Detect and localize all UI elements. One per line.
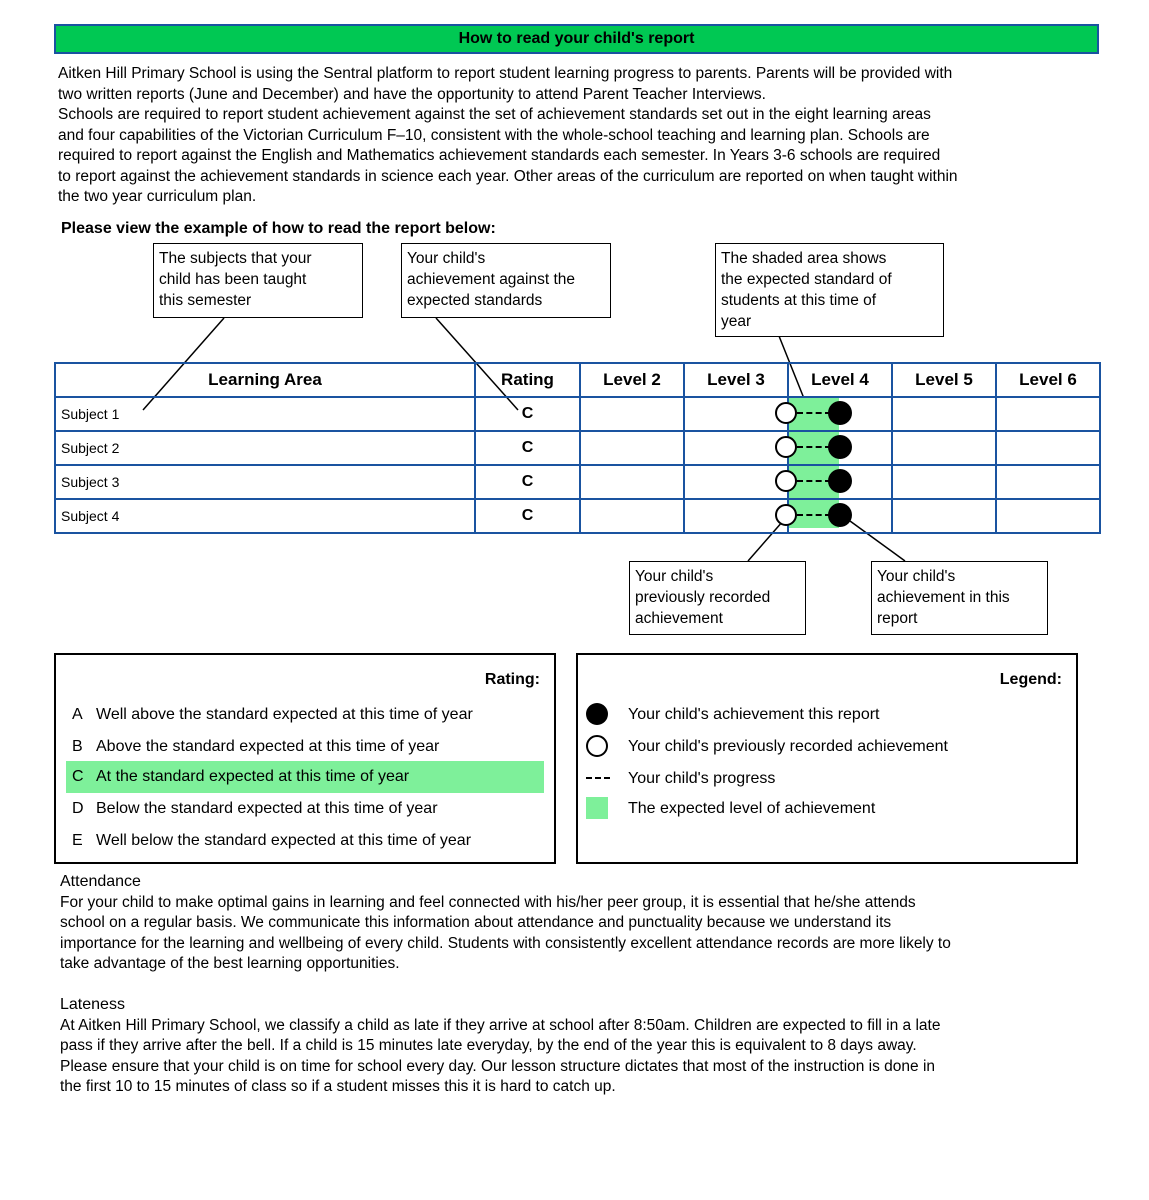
legend-text: Your child's progress: [628, 770, 776, 787]
callout-line: year: [721, 313, 752, 330]
level-cell: [892, 431, 996, 465]
rating-letter: C: [72, 768, 84, 785]
legend-item: [586, 793, 875, 825]
header-rating: Rating: [475, 363, 580, 397]
rating-item-c: [66, 761, 544, 793]
intro-line: to report against the achievement standards in science each year. Other areas of the curriculum are reported on when taught within: [58, 167, 958, 185]
level-cell: [892, 397, 996, 431]
lateness-section: [60, 995, 940, 1098]
current-achievement-marker: [828, 435, 852, 459]
legend-text: Your child's previously recorded achievement: [628, 738, 948, 755]
subject-cell: Subject 2: [55, 431, 475, 465]
current-achievement-marker: [828, 401, 852, 425]
rating-item-b: [66, 731, 544, 763]
filled-circle-icon: [586, 703, 616, 727]
rating-cell: C: [475, 499, 580, 533]
open-circle-icon: [586, 735, 616, 759]
intro-line: Schools are required to report student achievement against the set of achievement standards set out in the eight learning areas: [58, 106, 931, 123]
lateness-line: the first 10 to 15 minutes of class so if a student misses this it is hard to catch up.: [60, 1078, 616, 1095]
level-cell: [580, 499, 684, 533]
attendance-line: take advantage of the best learning opportunities.: [60, 955, 400, 972]
callout-line: expected standards: [407, 292, 543, 309]
rating-text: Below the standard expected at this time of year: [96, 800, 438, 817]
level-cell: [580, 431, 684, 465]
lateness-title: Lateness: [60, 996, 125, 1013]
rating-text: Well above the standard expected at this time of year: [96, 706, 473, 723]
callout-line: the expected standard of: [721, 271, 892, 288]
level-cell: [996, 465, 1100, 499]
table-row: [55, 499, 1100, 533]
callout-line: achievement in this: [877, 589, 1010, 606]
rating-text: Above the standard expected at this time of year: [96, 738, 440, 755]
green-square-icon: [586, 797, 616, 821]
callout-subjects: [153, 243, 363, 318]
callout-line: students at this time of: [721, 292, 877, 309]
callout-line: achievement: [635, 610, 723, 627]
level-cell: [684, 499, 788, 533]
rating-item-d: [66, 793, 544, 825]
rating-cell: C: [475, 397, 580, 431]
table-row: [55, 431, 1100, 465]
intro-line: the two year curriculum plan.: [58, 188, 257, 205]
subject-cell: Subject 4: [55, 499, 475, 533]
rating-letter: E: [72, 832, 83, 849]
callout-current-achievement: [871, 561, 1048, 635]
legend-item: [586, 731, 948, 763]
callout-line: report: [877, 610, 918, 627]
intro-line: two written reports (June and December) and have the opportunity to attend Parent Teacher Interviews.: [58, 85, 766, 103]
current-achievement-marker: [828, 503, 852, 527]
attendance-title: Attendance: [60, 873, 141, 890]
rating-cell: C: [475, 431, 580, 465]
table-row: [55, 465, 1100, 499]
legend-title: Legend:: [999, 671, 1062, 688]
callout-line: Your child's: [407, 250, 486, 267]
callout-line: The shaded area shows: [721, 250, 887, 267]
callout-line: The subjects that your: [159, 250, 312, 267]
header-level-3: Level 3: [684, 363, 788, 397]
attendance-line: school on a regular basis. We communicate this information about attendance and punctuality because we understand its: [60, 914, 892, 931]
level-cell: [580, 465, 684, 499]
table-header-row: [55, 363, 1100, 397]
progress-dash: [797, 446, 831, 448]
header-level-5: Level 5: [892, 363, 996, 397]
intro-line: Aitken Hill Primary School is using the Sentral platform to report student learning progress to parents. Parents will be provided with: [58, 65, 953, 82]
lateness-line: pass if they arrive after the bell. If a child is 15 minutes late everyday, by the end of the year this is equivalent to 8 days away.: [60, 1037, 917, 1054]
level-cell: [684, 397, 788, 431]
rating-item-a: [66, 699, 544, 731]
dashed-line-icon: [586, 767, 616, 791]
rating-cell: C: [475, 465, 580, 499]
legend-text: Your child's achievement this report: [628, 706, 880, 723]
header-level-6: Level 6: [996, 363, 1100, 397]
previous-achievement-marker: [775, 504, 797, 526]
header-level-4: Level 4: [788, 363, 892, 397]
rating-item-e: [66, 825, 544, 857]
attendance-line: For your child to make optimal gains in learning and feel connected with his/her peer group, it is essential that he/she attends: [60, 893, 916, 911]
example-report-table: [54, 362, 1101, 534]
level-cell: [892, 465, 996, 499]
callout-line: previously recorded: [635, 589, 771, 606]
header-level-2: Level 2: [580, 363, 684, 397]
attendance-section: [60, 872, 951, 975]
progress-dash: [797, 412, 831, 414]
legend-box: [576, 653, 1078, 864]
header-title: How to read your child's report: [458, 30, 695, 47]
callout-line: achievement against the: [407, 271, 576, 288]
progress-dash: [797, 480, 831, 482]
header-learning-area: Learning Area: [55, 363, 475, 397]
legend-text: The expected level of achievement: [628, 800, 876, 817]
callout-achievement: [401, 243, 611, 318]
intro-line: and four capabilities of the Victorian Curriculum F–10, consistent with the whole-school teaching and learning plan. Schools are: [58, 126, 930, 144]
level-cell: [996, 397, 1100, 431]
subject-cell: Subject 1: [55, 397, 475, 431]
table-row: [55, 397, 1100, 431]
progress-dash: [797, 514, 831, 516]
previous-achievement-marker: [775, 470, 797, 492]
level-cell: [892, 499, 996, 533]
rating-text: Well below the standard expected at this time of year: [96, 832, 472, 849]
callout-line: this semester: [159, 292, 252, 309]
rating-letter: A: [72, 706, 83, 723]
callout-previous-achievement: [629, 561, 806, 635]
lateness-line: At Aitken Hill Primary School, we classify a child as late if they arrive at school after 8:50am. Children are expected to fill in a late: [60, 1016, 941, 1034]
rating-letter: D: [72, 800, 84, 817]
previous-achievement-marker: [775, 402, 797, 424]
rating-text: At the standard expected at this time of year: [96, 768, 410, 785]
callout-shaded-area: [715, 243, 944, 337]
level-cell: [580, 397, 684, 431]
subject-cell: Subject 3: [55, 465, 475, 499]
current-achievement-marker: [828, 469, 852, 493]
legend-item: [586, 699, 879, 731]
rating-key-box: [54, 653, 556, 864]
intro-line: required to report against the English and Mathematics achievement standards each semester. In Years 3-6 schools are required: [58, 147, 941, 164]
callout-line: child has been taught: [159, 271, 307, 288]
rating-key-title: Rating:: [484, 671, 540, 688]
legend-item: [586, 763, 775, 795]
lateness-line: Please ensure that your child is on time for school every day. Our lesson structure dictates that most of the instruction is done in: [60, 1057, 936, 1075]
level-cell: [996, 499, 1100, 533]
level-cell: [684, 431, 788, 465]
rating-letter: B: [72, 738, 83, 755]
attendance-line: importance for the learning and wellbeing of every child. Students with consistently excellent attendance records are more likely to: [60, 934, 951, 952]
level-cell: [684, 465, 788, 499]
level-cell: [996, 431, 1100, 465]
example-heading: Please view the example of how to read the report below:: [61, 220, 496, 237]
callout-line: Your child's: [877, 568, 956, 585]
callout-line: Your child's: [635, 568, 714, 585]
previous-achievement-marker: [775, 436, 797, 458]
